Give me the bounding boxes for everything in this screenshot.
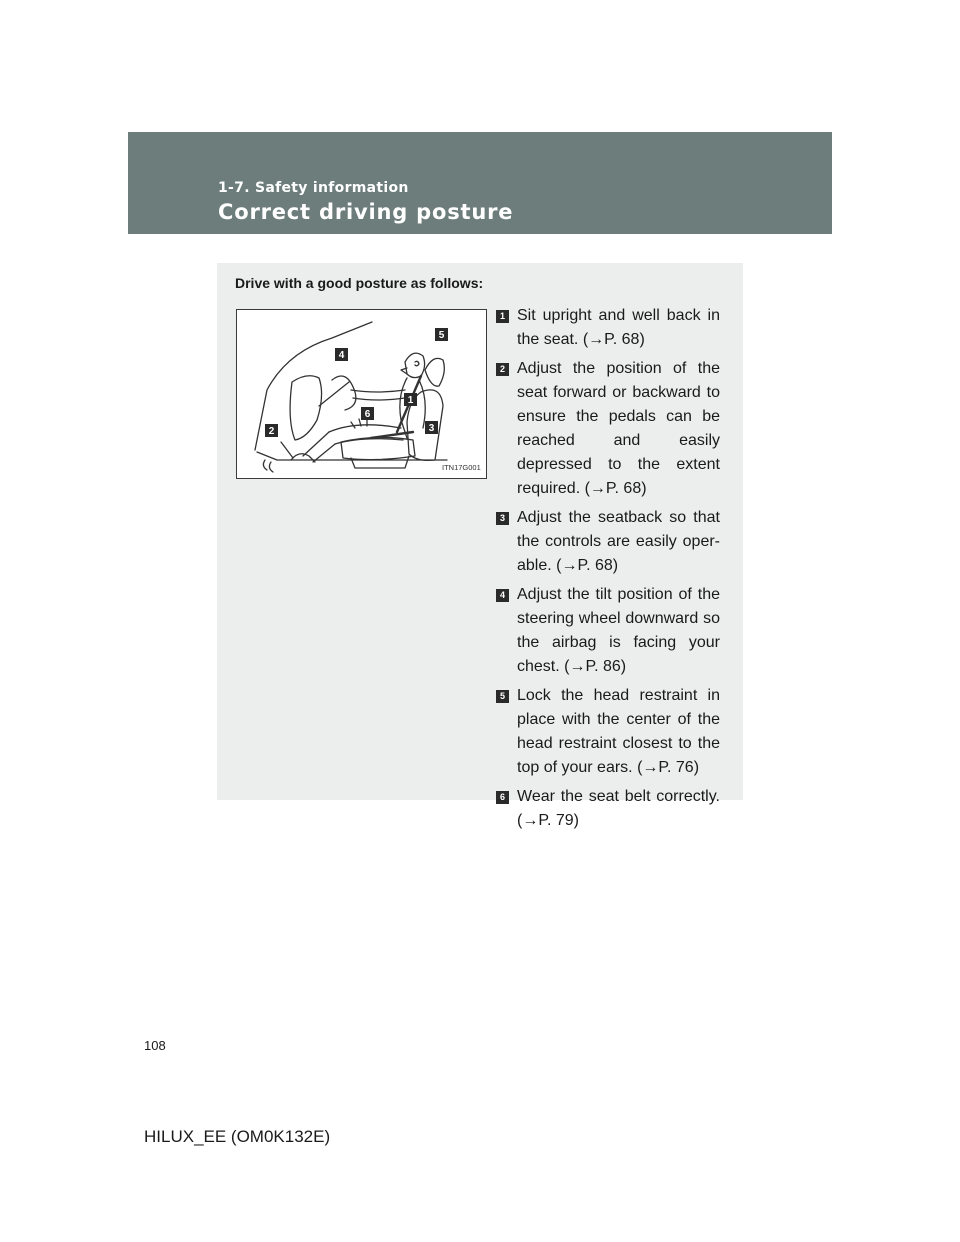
step-text: Adjust the tilt position of the steering wheel downward so the airbag is facing your chest. (→P. 86): [517, 586, 720, 675]
step-number-badge: 1: [496, 310, 509, 323]
step-text: Adjust the seatback so that the controls are easily oper-able. (→P. 68): [517, 509, 720, 574]
content-panel: [217, 263, 743, 829]
svg-text:5: 5: [438, 330, 445, 341]
list-item: [496, 304, 720, 352]
figure-code: ITN17G001: [442, 463, 481, 472]
section-header-band: [128, 132, 832, 234]
page-number: 108: [144, 1038, 166, 1053]
step-text: Wear the seat belt correctly. (→P. 79): [517, 788, 720, 829]
driving-posture-illustration: [236, 309, 487, 479]
intro-text: Drive with a good posture as follows:: [235, 275, 484, 291]
list-item: [496, 506, 720, 578]
step-number-badge: 3: [496, 512, 509, 525]
svg-text:1: 1: [407, 395, 414, 406]
list-item: [496, 785, 720, 833]
step-text: Lock the head restraint in place with the center of the head restraint closest to the top of your ears. (→P. 76): [517, 687, 720, 776]
step-number-badge: 2: [496, 363, 509, 376]
section-label: 1-7. Safety information: [218, 180, 409, 196]
step-number-badge: 5: [496, 690, 509, 703]
driver-seat-drawing: [237, 310, 486, 478]
step-number-badge: 4: [496, 589, 509, 602]
document-code: HILUX_EE (OM0K132E): [144, 1127, 331, 1146]
step-text: Sit upright and well back in the seat. (→P. 68): [517, 307, 720, 348]
list-item: [496, 583, 720, 679]
posture-steps-list: [496, 304, 720, 838]
svg-text:6: 6: [364, 409, 371, 420]
list-item: [496, 357, 720, 501]
svg-text:3: 3: [428, 423, 435, 434]
svg-text:2: 2: [268, 426, 275, 437]
page-title: Correct driving posture: [218, 200, 514, 224]
step-number-badge: 6: [496, 791, 509, 804]
list-item: [496, 684, 720, 780]
step-text: Adjust the position of the seat forward or backward to ensure the pedals can be reached and easily depressed to the extent required. (→P. 68): [517, 360, 720, 497]
svg-text:4: 4: [338, 350, 345, 361]
